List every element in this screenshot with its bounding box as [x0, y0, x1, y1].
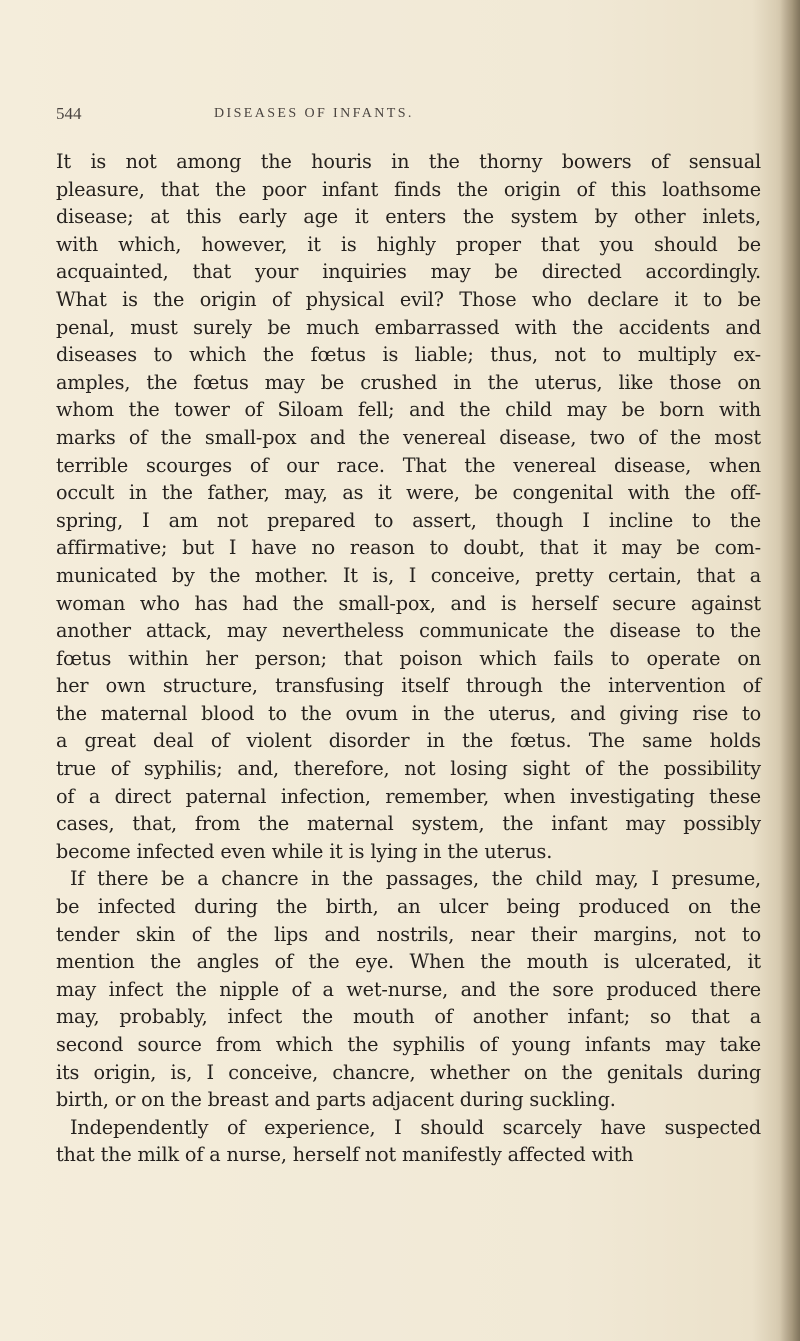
- text-line: another attack, may nevertheless communicate the disease to the: [56, 619, 761, 643]
- text-line: tender skin of the lips and nostrils, near their margins, not to: [56, 922, 761, 946]
- text-line: acquainted, that your inquiries may be directed accordingly.: [56, 260, 761, 284]
- text-line: become infected even while it is lying in the uterus.: [56, 839, 553, 863]
- text-line: her own structure, transfusing itself through the intervention of: [56, 674, 761, 698]
- text-line: of a direct paternal infection, remember, when investigating these: [56, 784, 761, 808]
- text-line: occult in the father, may, as it were, be congenital with the off-: [56, 481, 761, 505]
- text-line: cases, that, from the maternal system, the infant may possibly: [56, 812, 761, 836]
- text-line: terrible scourges of our race. That the venereal disease, when: [56, 453, 761, 477]
- text-line: woman who has had the small-pox, and is herself secure against: [56, 591, 761, 615]
- paragraph: [56, 865, 761, 1113]
- text-line: affirmative; but I have no reason to doubt, that it may be com-: [56, 536, 761, 560]
- page-edge-shadow: [780, 0, 800, 1341]
- text-line: diseases to which the fœtus is liable; thus, not to multiply ex-: [56, 343, 761, 367]
- text-line: penal, must surely be much embarrassed with the accidents and: [56, 315, 761, 339]
- page-header: [56, 104, 756, 128]
- text-line: may infect the nipple of a wet-nurse, and the sore produced there: [56, 977, 761, 1001]
- text-line: spring, I am not prepared to assert, though I incline to the: [56, 508, 761, 532]
- text-line: It is not among the houris in the thorny bowers of sensual: [56, 150, 761, 173]
- body-text: [56, 148, 761, 1169]
- page-number: 544: [56, 104, 82, 123]
- text-line: What is the origin of physical evil? Those who declare it to be: [56, 287, 761, 311]
- text-line: may, probably, infect the mouth of another infant; so that a: [56, 1005, 761, 1029]
- text-line: be infected during the birth, an ulcer being produced on the: [56, 895, 761, 919]
- text-line: whom the tower of Siloam fell; and the child may be born with: [56, 398, 761, 422]
- text-line: second source from which the syphilis of young infants may take: [56, 1033, 761, 1056]
- text-line: Independently of experience, I should scarcely have suspected: [70, 1115, 761, 1139]
- text-line: birth, or on the breast and parts adjacent during suckling.: [56, 1088, 616, 1112]
- text-line: amples, the fœtus may be crushed in the uterus, like those on: [56, 370, 761, 394]
- text-line: a great deal of violent disorder in the fœtus. The same holds: [56, 729, 761, 753]
- text-line: true of syphilis; and, therefore, not losing sight of the possibility: [56, 757, 761, 781]
- text-line: mention the angles of the eye. When the mouth is ulcerated, it: [56, 950, 761, 974]
- text-line: municated by the mother. It is, I conceive, pretty certain, that a: [56, 563, 761, 587]
- text-line: If there be a chancre in the passages, the child may, I presume,: [70, 867, 761, 891]
- text-line: pleasure, that the poor infant finds the origin of this loathsome: [56, 177, 761, 201]
- text-line: fœtus within her person; that poison which fails to operate on: [56, 646, 761, 670]
- text-line: marks of the small-pox and the venereal disease, two of the most: [56, 425, 761, 449]
- text-line: with which, however, it is highly proper that you should be: [56, 232, 761, 256]
- text-line: its origin, is, I conceive, chancre, whether on the genitals during: [56, 1060, 761, 1084]
- paragraph: [56, 1114, 761, 1169]
- text-line: disease; at this early age it enters the system by other inlets,: [56, 205, 761, 229]
- text-line: the maternal blood to the ovum in the uterus, and giving rise to: [56, 701, 761, 725]
- paragraph: [56, 148, 761, 865]
- running-head: DISEASES OF INFANTS.: [214, 106, 414, 121]
- text-line: that the milk of a nurse, herself not manifestly affected with: [56, 1143, 634, 1167]
